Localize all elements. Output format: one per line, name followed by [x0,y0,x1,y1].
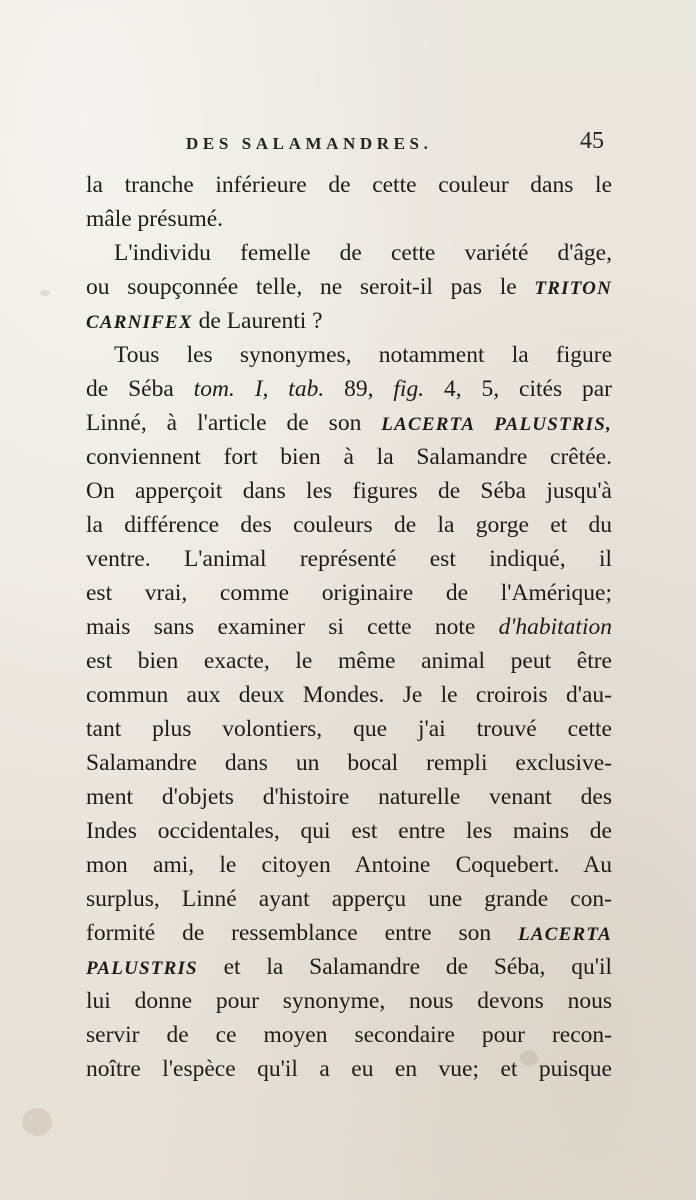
text-line: de Séba tom. I, tab. 89, fig. 4, 5, cités par [86,376,612,402]
paper-stain [40,290,50,296]
text-line: commun aux deux Mondes. Je le croirois d'au- [86,682,612,708]
text-line: mâle présumé. [86,206,224,232]
text-line: mon ami, le citoyen Antoine Coquebert. Au [86,852,612,878]
text-line: L'individu femelle de cette variété d'âge, [114,240,612,266]
text-line: Salamandre dans un bocal rempli exclusive- [86,750,612,776]
paper-stain [22,1108,52,1136]
text-line: Linné, à l'article de son LACERTA PALUSTRIS, [86,410,612,436]
body-text [86,168,612,1086]
text-line: noître l'espèce qu'il a eu en vue; et puisque [86,1056,612,1082]
text-line: Tous les synonymes, notamment la figure [114,342,612,368]
text-line: tant plus volontiers, que j'ai trouvé cette [86,716,612,742]
text-line: ou soupçonnée telle, ne seroit-il pas le TRITON [86,274,612,300]
text-line: lui donne pour synonyme, nous devons nous [86,988,612,1014]
text-line: formité de ressemblance entre son LACERTA [86,920,612,946]
text-line: mais sans examiner si cette note d'habitation [86,614,612,640]
text-line: surplus, Linné ayant apperçu une grande con- [86,886,612,912]
running-title: DES SALAMANDRES. [186,134,433,153]
text-line: CARNIFEX de Laurenti ? [86,308,323,334]
page-header [186,128,604,160]
text-line: servir de ce moyen secondaire pour recon- [86,1022,612,1048]
text-line: On apperçoit dans les figures de Séba jusqu'à [86,478,612,504]
text-line: ment d'objets d'histoire naturelle venant des [86,784,612,810]
text-line: PALUSTRIS et la Salamandre de Séba, qu'il [86,954,612,980]
text-line: Indes occidentales, qui est entre les mains de [86,818,612,844]
text-line: la tranche inférieure de cette couleur dans le [86,172,612,198]
text-line: est bien exacte, le même animal peut être [86,648,612,674]
text-line: conviennent fort bien à la Salamandre crêtée. [86,444,612,470]
page-number: 45 [580,128,604,154]
text-line: la différence des couleurs de la gorge et du [86,512,612,538]
text-line: ventre. L'animal représenté est indiqué, il [86,546,612,572]
text-line: est vrai, comme originaire de l'Amérique; [86,580,612,606]
